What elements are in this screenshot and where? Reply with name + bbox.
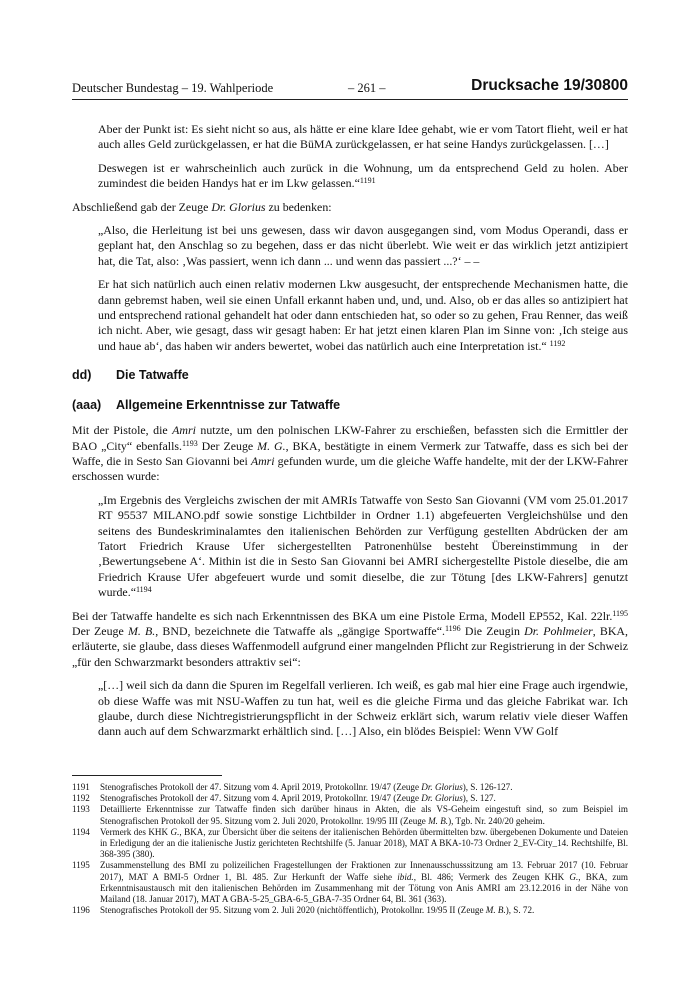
footnote-number: 1191 (72, 782, 90, 792)
witness-name: M. B. (127, 623, 156, 638)
witness-name: G. (170, 826, 180, 837)
body-paragraph (72, 609, 628, 671)
witness-name: Dr. Glorius (421, 793, 463, 804)
footnote (72, 827, 628, 861)
body-text: , BND, bezeichnete die Tatwaffe als „gängige Sportwaffe“. (155, 623, 445, 638)
document-id: 30800 (584, 77, 628, 94)
footnote (72, 782, 628, 793)
page-header (72, 77, 628, 100)
footnote-separator (72, 775, 222, 776)
page-body (72, 122, 628, 748)
witness-name: Dr. Pohlmeier (524, 623, 593, 638)
footnote-number: 1195 (72, 860, 90, 871)
footnote-text-part: Stenografisches Protokoll der 47. Sitzung vom 4. April 2019, Protokollnr. 19/47 (Zeuge (100, 793, 422, 804)
body-text: zu bedenken: (265, 199, 332, 214)
witness-name: G. (569, 871, 579, 882)
footnote-text (100, 827, 628, 861)
subsection-heading (72, 398, 628, 413)
footnote-ref[interactable]: 1191 (359, 176, 376, 186)
quote-text: Aber der Punkt ist: Es sieht nicht so aus, als hätte er eine klare Idee gehabt, wie er vom Tatort flieht, weil er hat auch alles Geld zurückgelassen, er hat die BüMA zurückgelassen, er hat seine Handys zurückgelassen. […] (98, 122, 628, 152)
witness-name: Dr. Glorius (211, 199, 266, 214)
quote-text: „Im Ergebnis des Vergleichs zwischen der mit AMRIs Tatwaffe von Sesto San Giovanni (VM vom 25.01.2017 RT 95537 MILANO.pdf sowie sonstige Lichtbilder in Ordner 1.1) abgefeuerten Vergleichshülse und den seitens des Bundeskriminalamtes den italienischen Behörden zur Verfügung gestellten Abdrücken der am Tatort Friedrich Krause Ufer sichergestellten Patronenhülse besteht Übereinstimmung in der ‚Bewertungsebene A‘. Mithin ist die in Sesto San Giovanni bei AMRI sichergestellte Pistole dieselbe, die am Friedrich Krause Ufer abgefeuert wurde und somit dieselbe, die zur Tötung [des LKW-Fahrers] genutzt wurde.“ (98, 492, 628, 600)
footnote-text-part: Stenografisches Protokoll der 47. Sitzung vom 4. April 2019, Protokollnr. 19/47 (Zeuge (100, 782, 422, 792)
footnote-text-part: , Bl. 486; Vermerk des Zeugen KHK (413, 871, 570, 882)
quote-text: Deswegen ist er wahrscheinlich auch zurück in die Wohnung, um da entsprechend Geld zu holen. Aber zumindest die beiden Handys hat er im Lkw gelassen.“ (98, 160, 628, 191)
body-text: nutzte, um den polnischen LKW-Fahrer zu erschießen, befassten sich die Ermittler der BAO „City“ ebenfalls. (72, 423, 628, 453)
footnote-text (100, 860, 628, 905)
footnote-text-part: , BKA, zum Erkenntnisaustausch mit den italienischen Behörden im Zusammenhang mit der Tötung von Anis AMRI am 23.12.2016 in der Nähe von Mailand (18. Januar 2017), MAT A GBA-5-25_GBA-6-5_GBA-7-35 Ordner 64, Bl. 361 (363). (100, 871, 628, 905)
body-paragraph (72, 200, 628, 215)
footnote-text-part: ), S. 72. (505, 905, 535, 916)
footnote (72, 804, 628, 826)
footnote (72, 860, 628, 905)
body-text: , BKA, erläuterte, sie glaube, dass dieses Waffenmodell aufgrund einer mangelnden Pflicht zur Registrierung in der Schweiz „für den Schwarzmarkt besonders attraktiv sei“: (72, 623, 628, 669)
footnote-text (100, 793, 628, 804)
witness-name: M. G. (257, 438, 286, 453)
footnote-ref[interactable]: 1196 (444, 623, 461, 633)
footnote-text-part: ), S. 127. (462, 793, 496, 804)
body-text: Abschließend gab der Zeuge (72, 199, 212, 214)
footnote-number: 1193 (72, 804, 90, 815)
body-text: gefunden wurde, um die gleiche Waffe handelte, mit der der LKW-Fahrer erschossen wurde: (72, 453, 628, 484)
footnote (72, 793, 628, 804)
footnote-text (100, 905, 628, 916)
body-paragraph (72, 423, 628, 485)
witness-name: M. B. (428, 815, 449, 826)
reference-term: ibid. (397, 871, 414, 882)
footnote-text (100, 804, 628, 826)
document-number (471, 77, 628, 95)
section-title: Die Tatwaffe (116, 368, 189, 383)
footnote-number: 1192 (72, 793, 90, 804)
footnote-text-part: ), Tgb. Nr. 240/20 geheim. (448, 815, 545, 826)
footnote-text-part: , BKA, zur Übersicht über die seitens der italienischen Behörden übermittelten bzw. übergebenen Dokumente und Dateien in Erledigung der an die italienische Justiz gerichteten Rechtshilfe (5. Januar 2018), MAT A BKA-10-73 Ordner 2_EV-City_14. Rechtshilfe, Bl. 368-395 (380). (100, 826, 628, 860)
footnote-text-part: ), S. 126-127. (462, 782, 513, 792)
page-number: – 261 – (348, 81, 386, 95)
quote-paragraph (98, 161, 628, 192)
footnote (72, 905, 628, 916)
quote-text: „[…] weil sich da dann die Spuren im Regelfall verlieren. Ich weiß, es gab mal hier eine Frage auch irgendwie, ob diese Waffe was mit NSU-Waffen zu tun hat, weil es die gleiche Firma und das gleiche Fabrikat war. Ich glaube, durch diese Nichtregistrierungspflicht in der Schweiz erklärt sich, warum relativ viele dieser Waffen dann auch auf dem Schwarzmarkt erhältlich sind. […] Also, ein blödes Beispiel: Wenn VW Golf (98, 678, 628, 739)
footnote-ref[interactable]: 1194 (135, 585, 152, 595)
footnote-number: 1196 (72, 905, 90, 916)
witness-name: Dr. Glorius (421, 782, 463, 792)
body-text: , BKA, bestätigte in einem Vermerk zur Tatwaffe, dass es sich bei der Waffe, die in Sesto San Giovanni bei (72, 438, 629, 468)
quote-paragraph (98, 277, 628, 354)
quote-text: Er hat sich natürlich auch einen relativ modernen Lkw ausgesucht, der entsprechende Mechanismen hatte, die dann gebremst haben, weil sie einen Unfall erkannt haben und, und, und. Also, ob er das alles so antizipiert hat und entsprechend rational gehandelt hat oder dann entschieden hat, so oder so zu gehen, Frau Renner, das weiß ich nicht. Aber, wie gesagt, dass wir gesagt haben: Er hat jetzt einen klaren Plan im Sinne von: ‚Ich steige aus und haue ab‘, das haben wir anders bewertet, wobei das natürlich auch eine Interpretation ist.“ (98, 277, 628, 353)
subsection-number: (aaa) (72, 397, 102, 412)
quote-paragraph (98, 122, 628, 153)
footnote-ref[interactable]: 1195 (612, 608, 628, 618)
section-heading (72, 368, 628, 383)
body-text: Mit der Pistole, die (72, 423, 173, 438)
subsection-title: Allgemeine Erkenntnisse zur Tatwaffe (116, 397, 341, 412)
person-name: Amri (172, 423, 196, 438)
witness-name: M. B. (485, 905, 506, 916)
footnote-ref[interactable]: 1193 (182, 438, 198, 448)
quote-paragraph (98, 493, 628, 601)
footnote-text-part: Vermerk des KHK (100, 826, 171, 837)
section-number: dd) (72, 368, 92, 383)
body-text: Die Zeugin (460, 623, 525, 638)
person-name: Amri (250, 453, 275, 468)
footnote-text-part: Zusammenstellung des BMI zu polizeilichen Fragestellungen der Fraktionen zur Innenausschusssitzung am 13. Februar 2017 (10. Februar 2017), MAT A BMI-5 Ordner 1, Bl. 485. Zur Herkunft der Waffe siehe (100, 860, 628, 882)
quote-text: „Also, die Herleitung ist bei uns gewesen, dass wir davon ausgegangen sind, vom Modus Operandi, dass er geplant hat, den Anschlag so zu begehen, dass er das nicht überlebt. Wie weit er das wirklich jetzt antizipiert hat, die Tat, also: ‚Was passiert, wenn ich dann ... und wenn das passiert ...?‘ – – (98, 223, 628, 268)
quote-paragraph (98, 678, 628, 740)
header-publisher: Deutscher Bundestag – 19. Wahlperiode (72, 81, 274, 95)
quote-paragraph (98, 223, 628, 269)
footnotes (72, 782, 628, 916)
body-text: Bei der Tatwaffe handelte es sich nach Erkenntnissen des BKA um eine Pistole Erma, Modell EP552, Kal. 22lr. (72, 608, 613, 623)
footnote-text-part: Stenografisches Protokoll der 95. Sitzung vom 2. Juli 2020 (nichtöffentlich), Protokollnr. 19/95 II (Zeuge (100, 905, 486, 916)
body-text: Der Zeuge (72, 623, 128, 638)
body-text: Der Zeuge (197, 438, 258, 453)
footnote-number: 1194 (72, 826, 90, 837)
footnote-text (100, 782, 628, 793)
footnote-ref[interactable]: 1192 (549, 338, 566, 348)
footnote-text-part: Detaillierte Erkenntnisse zur Tatwaffe finden sich darüber hinaus in Akten, die als VS-Geheim eingestuft sind, so zum Beispiel im Stenografischen Protokoll der 95. Sitzung vom 2. Juli 2020, Protokollnr. 19/95 III (Zeuge (100, 804, 628, 826)
document-label: Drucksache 19/ (471, 77, 585, 94)
